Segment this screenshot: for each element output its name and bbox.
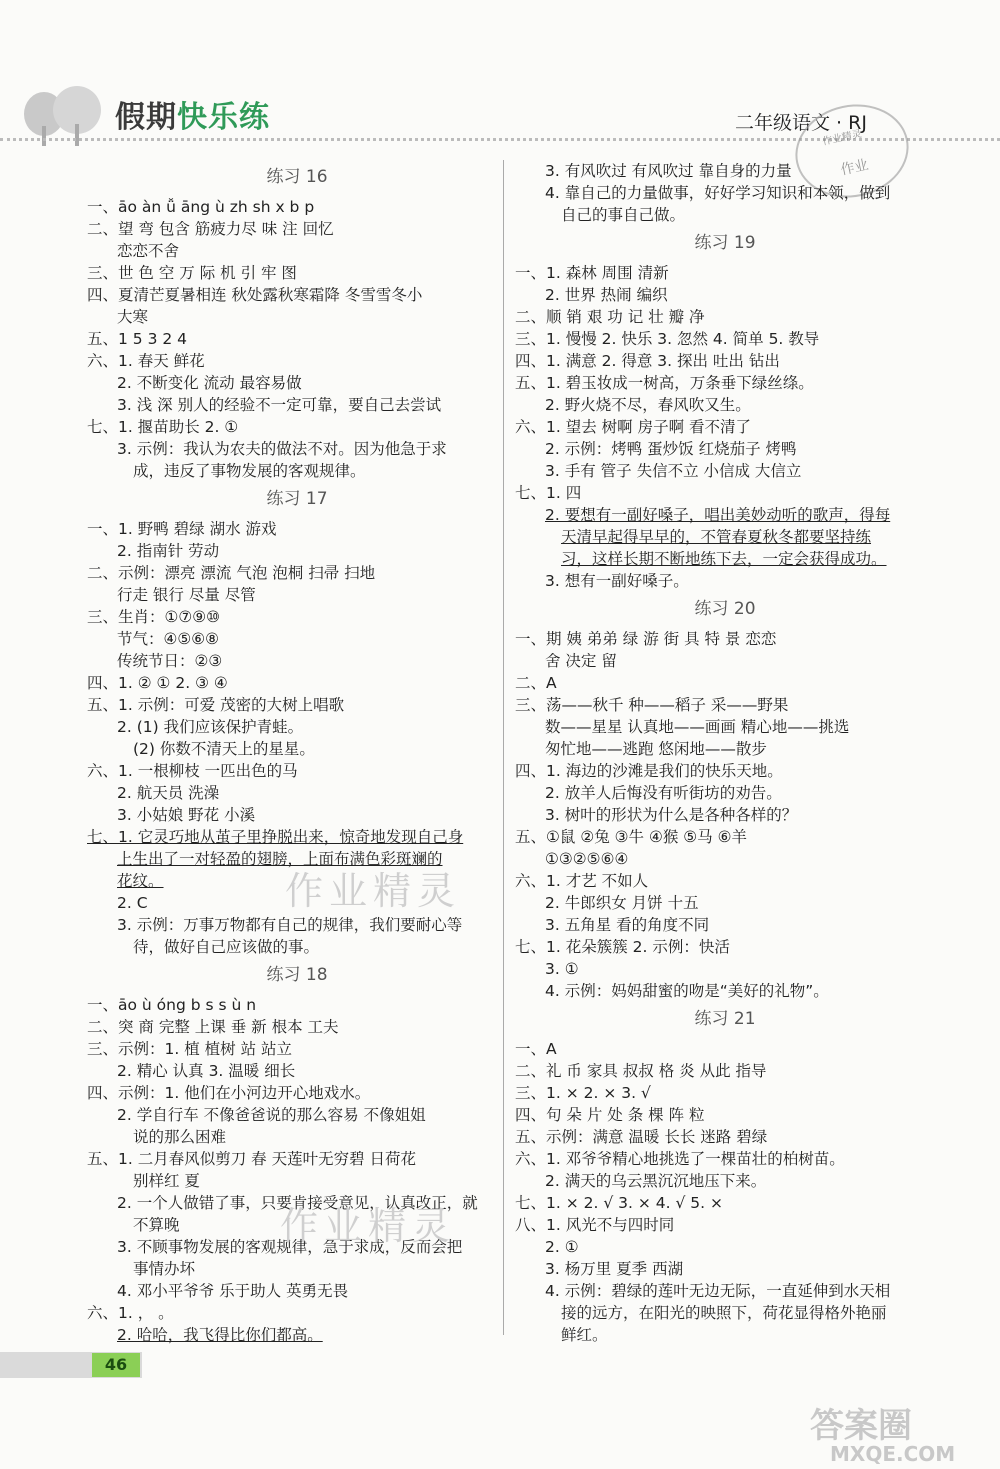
answer-line: 二、礼 币 家具 叔叔 格 炎 从此 指导 <box>515 1062 767 1080</box>
answer-line: 3. 浅 深 别人的经验不一定可靠，要自己去尝试 <box>117 396 442 414</box>
answer-line: 六、1. 春天 鲜花 <box>87 352 205 370</box>
answer-line: 2. 精心 认真 3. 温暖 细长 <box>117 1062 296 1080</box>
answer-line: 一、āo ù óng b s s ù n <box>87 996 257 1014</box>
answer-line: 恋恋不舍 <box>117 242 180 260</box>
answer-line: 四、示例：1. 他们在小河边开心地戏水。 <box>87 1084 371 1102</box>
answer-line: 4. 示例：碧绿的莲叶无边无际，一直延伸到水天相 <box>545 1282 891 1300</box>
answer-line: 一、1. 森林 周围 清新 <box>515 264 669 282</box>
answer-line: 五、1. 二月春风似剪刀 春 天莲叶无穷碧 日荷花 <box>87 1150 416 1168</box>
answer-line: 3. 树叶的形状为什么是各种各样的？ <box>545 806 798 824</box>
answer-line: 3. 不顾事物发展的客观规律，急于求成，反而会把 <box>117 1238 463 1256</box>
answer-line: 接的远方，在阳光的映照下，荷花显得格外艳丽 <box>561 1304 887 1322</box>
answer-line: 二、顺 销 艰 功 记 壮 瓣 净 <box>515 308 705 326</box>
answer-line: 二、A <box>515 674 557 692</box>
answer-line: 三、生肖：①⑦⑨⑩ <box>87 608 221 626</box>
corner-logo: 答案圈 MXQE.COM <box>810 1406 956 1466</box>
answer-line: 成，违反了事物发展的客观规律。 <box>133 462 366 480</box>
answer-line: (2) 你数不清天上的星星。 <box>133 740 315 758</box>
answer-line: 二、示例：漂亮 漂流 气泡 泡桐 扫帚 扫地 <box>87 564 376 582</box>
answer-line: 四、1. 满意 2. 得意 3. 探出 吐出 钻出 <box>515 352 780 370</box>
answer-line: 行走 银行 尽量 尽管 <box>117 586 256 604</box>
left-column <box>87 160 507 1346</box>
answer-line: 五、1. 碧玉妆成一树高，万条垂下绿丝绦。 <box>515 374 814 392</box>
answer-line: 3. 小姑娘 野花 小溪 <box>117 806 256 824</box>
answer-line: 七、1. 揠苗助长 2. ① <box>87 418 239 436</box>
answer-line: 2. 满天的乌云黑沉沉地压下来。 <box>545 1172 767 1190</box>
answer-line: 2. 放羊人后悔没有听街坊的劝告。 <box>545 784 782 802</box>
answer-line: 2. C <box>117 894 148 912</box>
answer-line: 三、1. 慢慢 2. 快乐 3. 忽然 4. 简单 5. 教导 <box>515 330 820 348</box>
answer-line: 2. 指南针 劳动 <box>117 542 220 560</box>
brand-title: 假期快乐练 <box>115 100 270 135</box>
answer-line: 待，做好自己应该做的事。 <box>133 938 320 956</box>
answer-line: 五、1. 示例：可爱 茂密的大树上唱歌 <box>87 696 345 714</box>
answer-line: 2. 野火烧不尽，春风吹又生。 <box>545 396 751 414</box>
answer-line: 3. 示例：万事万物都有自己的规律，我们要耐心等 <box>117 916 463 934</box>
answer-line: 不算晚 <box>133 1216 180 1234</box>
answer-line: 七、1. × 2. √ 3. × 4. √ 5. × <box>515 1194 724 1212</box>
answer-line: 2. 世界 热闹 编织 <box>545 286 668 304</box>
answer-line: 一、A <box>515 1040 557 1058</box>
answer-line: 八、1. 风光不与四时同 <box>515 1216 675 1234</box>
answer-line: 二、突 商 完整 上课 垂 新 根本 工夫 <box>87 1018 339 1036</box>
answer-line: 3. 想有一副好嗓子。 <box>545 572 689 590</box>
answer-line: 说的那么困难 <box>133 1128 227 1146</box>
answer-line: 五、1 5 3 2 4 <box>87 330 188 348</box>
answer-line: 二、望 弯 包含 筋疲力尽 味 注 回忆 <box>87 220 334 238</box>
answer-line: 3. 示例：我认为农夫的做法不对。因为他急于求 <box>117 440 447 458</box>
answer-line: 2. 航天员 洗澡 <box>117 784 220 802</box>
answer-line: 传统节日：②③ <box>117 652 223 670</box>
answer-line: 五、示例：满意 温暖 长长 迷路 碧绿 <box>515 1128 768 1146</box>
answer-line: 四、1. 海边的沙滩是我们的快乐天地。 <box>515 762 783 780</box>
answer-line: 六、1. ， 。 <box>87 1304 174 1322</box>
answer-line: 别样红 夏 <box>133 1172 200 1190</box>
answer-line: 一、期 姨 弟弟 绿 游 街 具 特 景 恋恋 <box>515 630 777 648</box>
answer-line: 大寒 <box>117 308 149 326</box>
answer-line: ①③②⑤⑥④ <box>545 850 629 868</box>
exercise-title: 练习 19 <box>694 233 756 253</box>
answer-line: 上生出了一对轻盈的翅膀，上面布满色彩斑斓的 <box>117 850 443 868</box>
answer-line: 3. 五角星 看的角度不同 <box>545 916 710 934</box>
answer-line: 自己的事自己做。 <box>561 206 686 224</box>
answer-line: 三、世 色 空 万 际 机 引 牢 图 <box>87 264 297 282</box>
answer-line: 2. 牛郎织女 月饼 十五 <box>545 894 699 912</box>
answer-line: 鲜红。 <box>561 1326 608 1344</box>
answer-line: 2. 不断变化 流动 最容易做 <box>117 374 302 392</box>
answer-line: 四、句 朵 片 处 条 棵 阵 粒 <box>515 1106 705 1124</box>
answer-line: 舍 决定 留 <box>545 652 617 670</box>
answer-line: 4. 示例：妈妈甜蜜的吻是“美好的礼物”。 <box>545 982 829 1000</box>
answer-line: 节气：④⑤⑥⑧ <box>117 630 220 648</box>
exercise-title: 练习 16 <box>266 167 328 187</box>
answer-line: 六、1. 邓爷爷精心地挑选了一棵苗壮的柏树苗。 <box>515 1150 845 1168</box>
answer-line: 2. 要想有一副好嗓子，唱出美妙动听的歌声，得每 <box>545 506 891 524</box>
answer-line: 2. 学自行车 不像爸爸说的那么容易 不像姐姐 <box>117 1106 426 1124</box>
answer-line: 四、夏清芒夏暑相连 秋处露秋寒霜降 冬雪雪冬小 <box>87 286 423 304</box>
subject-label: 二年级语文 · RJ <box>735 112 867 134</box>
answer-line: 2. 一个人做错了事，只要肯接受意见，认真改正，就 <box>117 1194 478 1212</box>
answer-line: 四、1. ② ① 2. ③ ④ <box>87 674 228 692</box>
watermark: 作业精灵 <box>285 869 462 913</box>
answer-line: 事情办坏 <box>133 1260 196 1278</box>
answer-line: 2. (1) 我们应该保护青蛙。 <box>117 718 304 736</box>
answer-line: 六、1. 望去 树啊 房子啊 看不清了 <box>515 418 751 436</box>
answer-line: 3. 手有 管子 失信不立 小信成 大信立 <box>545 462 802 480</box>
answer-line: 三、1. × 2. × 3. √ <box>515 1084 651 1102</box>
stamp-seal: 作业精灵 作业 <box>787 94 918 208</box>
answer-line: 三、示例：1. 植 植树 站 站立 <box>87 1040 292 1058</box>
page-number: 46 <box>92 1353 140 1377</box>
answer-line: 六、1. 一根柳枝 一匹出色的马 <box>87 762 298 780</box>
watermark: 作业精灵 <box>280 1204 457 1248</box>
answer-line: 七、1. 它灵巧地从茧子里挣脱出来，惊奇地发现自己身 <box>87 828 464 846</box>
exercise-title: 练习 20 <box>694 599 756 619</box>
answer-line: 4. 邓小平爷爷 乐于助人 英勇无畏 <box>117 1282 349 1300</box>
answer-line: 3. ① <box>545 960 579 978</box>
answer-line: 七、1. 花朵簇簇 2. 示例：快活 <box>515 938 730 956</box>
exercise-title: 练习 17 <box>266 489 328 509</box>
answer-line: 五、①鼠 ②兔 ③牛 ④猴 ⑤马 ⑥羊 <box>515 828 748 846</box>
answer-line: 三、荡——秋千 种——稻子 采——野果 <box>515 696 789 714</box>
exercise-title: 练习 18 <box>266 965 328 985</box>
answer-line: 花纹。 <box>117 872 164 890</box>
answer-line: 一、āo àn ǚ āng ù zh sh x b p <box>87 198 315 216</box>
answer-line: 一、1. 野鸭 碧绿 湖水 游戏 <box>87 520 277 538</box>
answer-line: 习，这样长期不断地练下去，一定会获得成功。 <box>561 550 887 568</box>
answer-line: 七、1. 四 <box>515 484 582 502</box>
exercise-title: 练习 21 <box>694 1009 756 1029</box>
answer-line: 4. 靠自己的力量做事，好好学习知识和本领，做到 <box>545 184 891 202</box>
answer-line: 六、1. 才艺 不如人 <box>515 872 649 890</box>
answer-line: 数——星星 认真地——画画 精心地——挑选 <box>545 718 850 736</box>
answer-line: 天清早起得早早的，不管春夏秋冬都要坚持练 <box>561 528 872 546</box>
right-column <box>515 160 935 1346</box>
answer-line: 3. 有风吹过 有风吹过 靠自身的力量 <box>545 162 792 180</box>
answer-line: 3. 杨万里 夏季 西湖 <box>545 1260 684 1278</box>
answer-line: 2. 哈哈，我飞得比你们都高。 <box>117 1326 323 1344</box>
answer-line: 2. ① <box>545 1238 579 1256</box>
tree-logo-icon <box>22 86 112 146</box>
answer-line: 匆忙地——逃跑 悠闲地——散步 <box>545 740 767 758</box>
answer-line: 2. 示例：烤鸭 蛋炒饭 红烧茄子 烤鸭 <box>545 440 797 458</box>
